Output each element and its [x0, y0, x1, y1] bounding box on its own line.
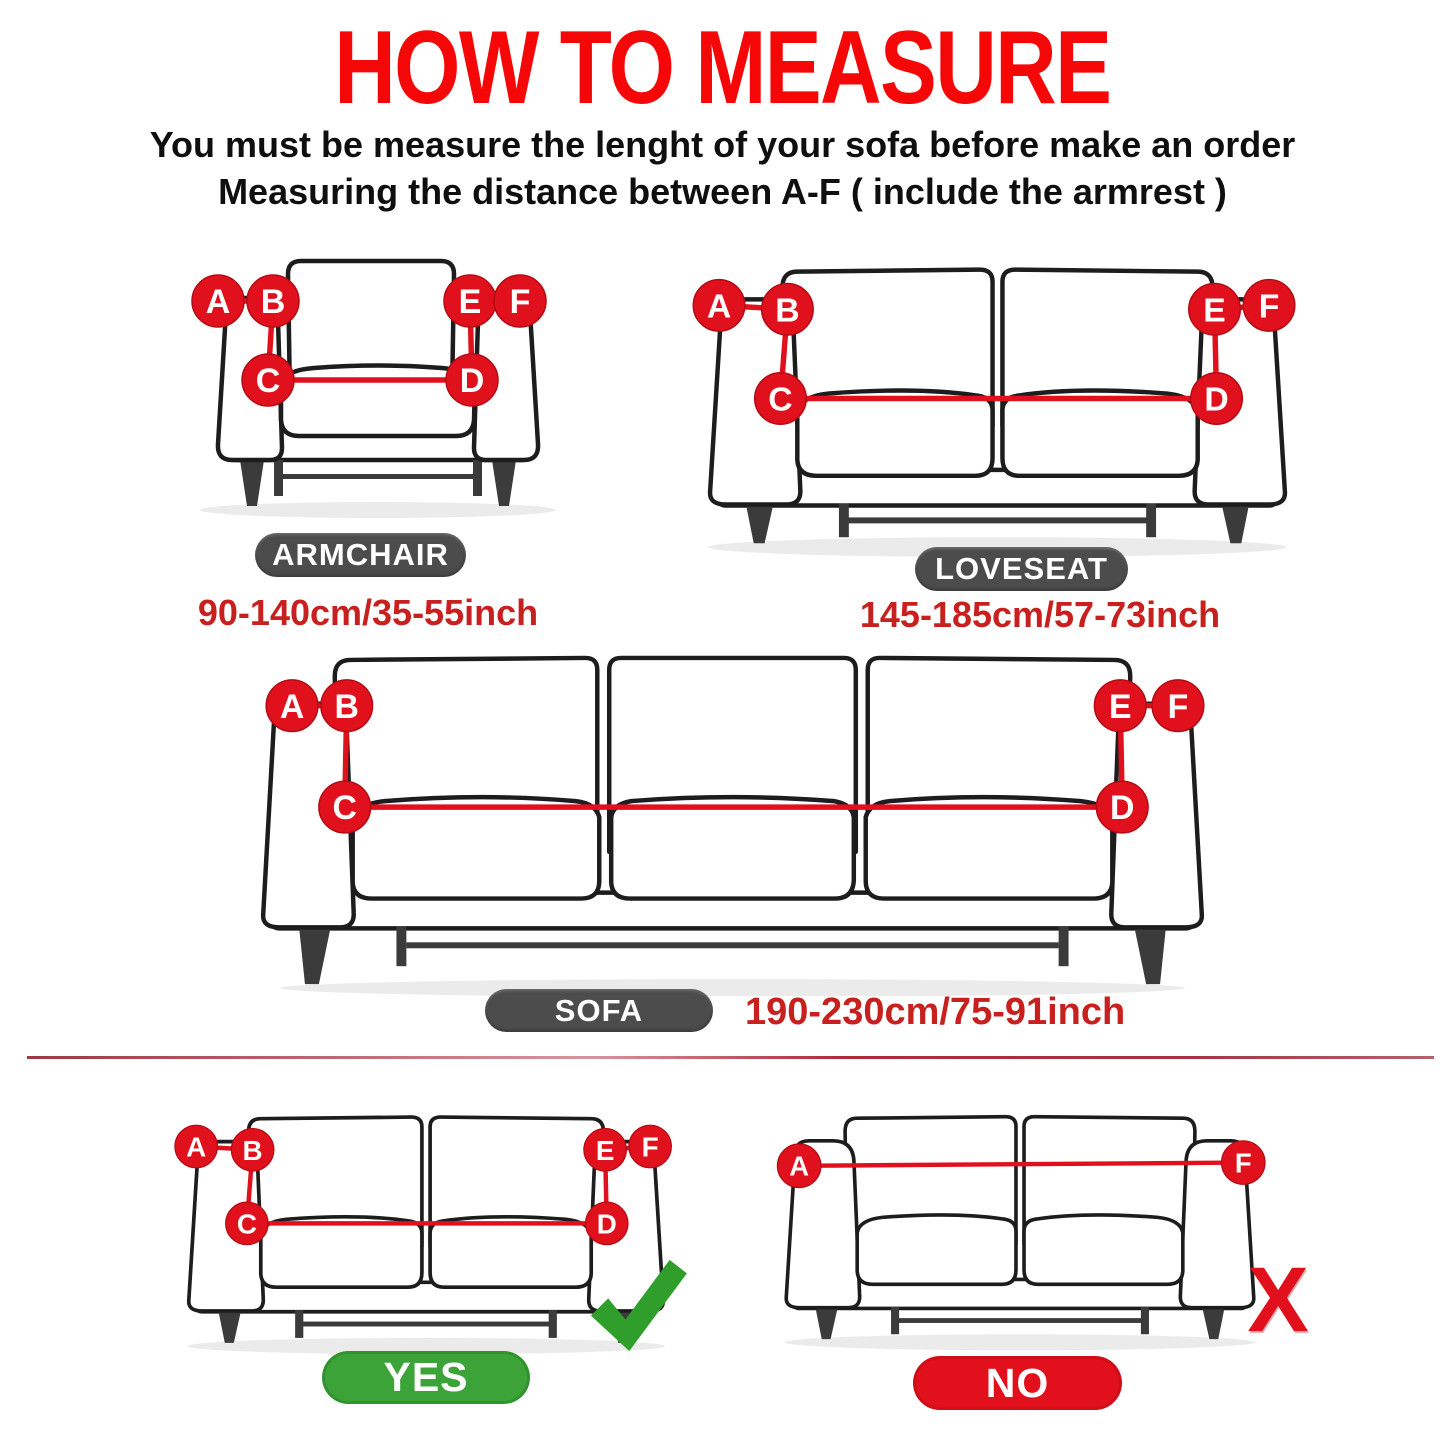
sofa-label-pill: SOFA: [485, 989, 713, 1032]
sofa-drawing: [263, 658, 1202, 996]
armchair-illustration: [168, 248, 588, 520]
svg-text:A: A: [279, 687, 305, 726]
measure-point-c: [319, 781, 371, 833]
svg-text:A: A: [789, 1150, 810, 1182]
sofa-illustration: [245, 648, 1220, 996]
no-pill: NO: [913, 1356, 1122, 1410]
svg-text:E: E: [1108, 687, 1132, 726]
loveseat-size-text: 145-185cm/57-73inch: [859, 594, 1221, 635]
subtitle-line-1: You must be measure the lenght of your sofa before make an order: [149, 124, 1296, 165]
check-icon: [583, 1258, 689, 1354]
armchair-label-pill: ARMCHAIR: [255, 533, 466, 577]
section-divider: [27, 1056, 1434, 1059]
svg-text:C: C: [332, 789, 357, 828]
measure-point-a: [192, 275, 244, 327]
svg-text:C: C: [255, 362, 281, 401]
measure-point-d: [446, 354, 498, 406]
svg-text:D: D: [459, 362, 485, 401]
svg-text:B: B: [334, 687, 359, 726]
measure-point-f: [494, 275, 546, 327]
svg-text:B: B: [260, 283, 286, 322]
svg-text:E: E: [458, 283, 482, 322]
svg-text:F: F: [1167, 687, 1189, 726]
measure-point-a: [777, 1144, 821, 1188]
measure-point-f: [1152, 680, 1204, 732]
svg-text:A: A: [205, 283, 231, 322]
svg-text:F: F: [509, 283, 531, 322]
svg-text:F: F: [1234, 1147, 1252, 1179]
measure-point-e: [1094, 680, 1146, 732]
svg-text:D: D: [1110, 789, 1135, 828]
loveseat-illustration: [690, 232, 1305, 564]
subtitle-line-2: Measuring the distance between A-F ( include the armrest ): [218, 171, 1227, 212]
loveseat-label-pill: LOVESEAT: [915, 547, 1128, 591]
page-title: HOW TO MEASURE: [334, 10, 1111, 126]
cross-mark: X: [1247, 1249, 1309, 1351]
measure-point-f: [1221, 1141, 1265, 1185]
measure-point-d: [1096, 781, 1148, 833]
measure-point-b: [247, 275, 299, 327]
measure-point-c: [242, 354, 294, 406]
subtitle: [0, 121, 1445, 215]
wrong-example-illustration: [770, 1086, 1270, 1356]
sofa-size-text: 190-230cm/75-91inch: [745, 991, 1126, 1033]
measure-point-e: [444, 275, 496, 327]
armchair-size-text: 90-140cm/35-55inch: [197, 592, 539, 633]
measure-point-b: [321, 680, 373, 732]
yes-pill: YES: [322, 1351, 530, 1404]
measure-point-a: [266, 680, 318, 732]
